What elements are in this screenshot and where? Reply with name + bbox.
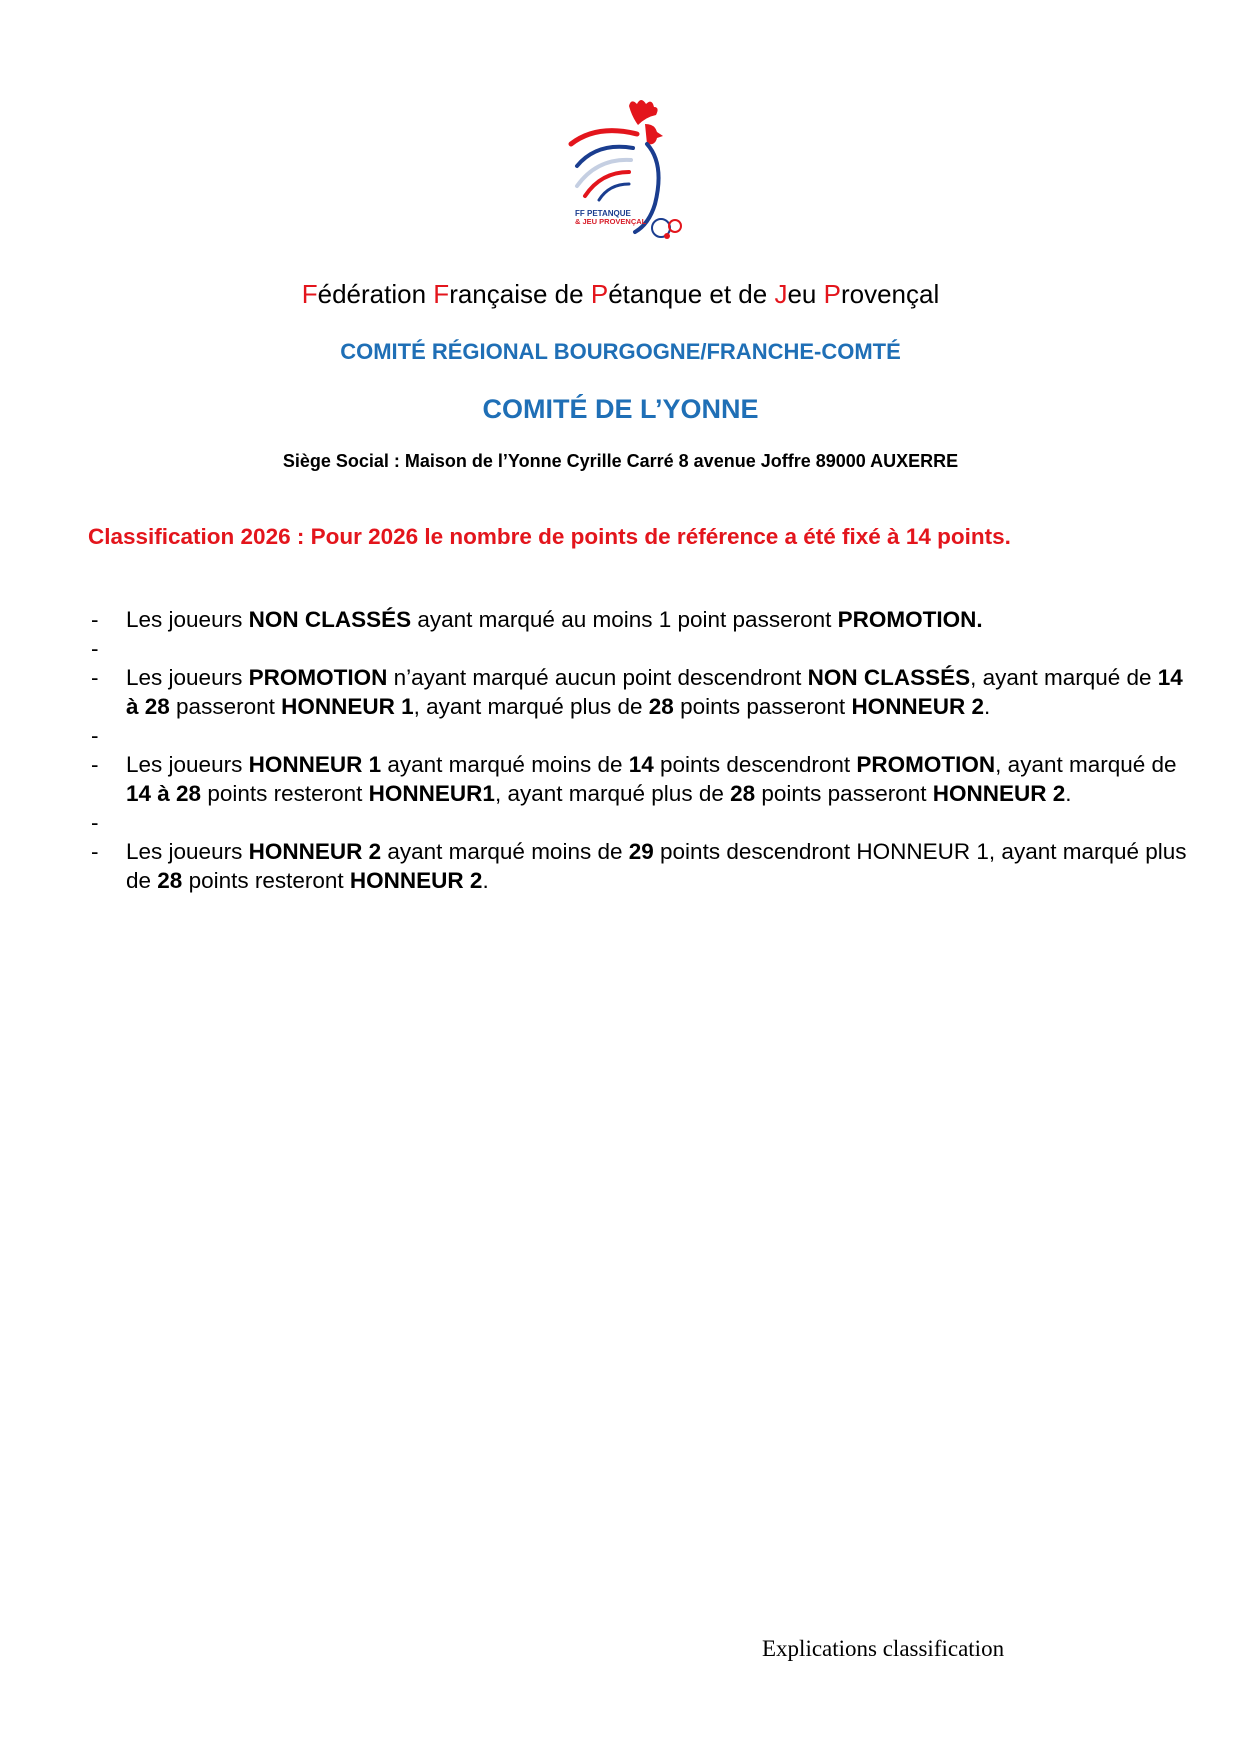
- list-bullet: -: [91, 636, 99, 661]
- head-office-address: Siège Social : Maison de l’Yonne Cyrille Carré 8 avenue Joffre 89000 AUXERRE: [282, 451, 959, 471]
- rule-text: ayant marqué moins de: [381, 839, 629, 864]
- emphasis-text: PROMOTION: [248, 665, 388, 690]
- emphasis-text: HONNEUR 2: [349, 868, 483, 893]
- federation-word: rançaise de: [449, 279, 591, 309]
- emphasis-text: HONNEUR 2: [851, 694, 984, 719]
- federation-word: rovençal: [840, 279, 940, 309]
- classification-heading: Classification 2026 : Pour 2026 le nombre de points de référence a été fixé à 14 points.: [88, 524, 1011, 549]
- federation-word: édération: [317, 279, 434, 309]
- list-bullet: -: [91, 607, 99, 632]
- rule-text: Les joueurs: [126, 665, 249, 690]
- rule-text: .: [1065, 781, 1072, 806]
- list-item: [88, 750, 1198, 808]
- rule-text: passeront: [169, 694, 282, 719]
- federation-word: eu: [787, 279, 824, 309]
- emphasis-text: HONNEUR 2: [248, 839, 382, 864]
- federation-initial: F: [433, 279, 450, 309]
- federation-title: [0, 279, 1241, 310]
- emphasis-text: HONNEUR 2: [932, 781, 1066, 806]
- rule-text: .: [482, 868, 489, 893]
- rule-text: points descendront: [653, 752, 857, 777]
- list-bullet: -: [91, 839, 99, 864]
- rule-text: , ayant marqué de: [970, 665, 1158, 690]
- logo-line1: FF PETANQUE: [575, 209, 631, 218]
- rule-text: points resteront: [182, 868, 350, 893]
- regional-committee: COMITÉ RÉGIONAL BOURGOGNE/FRANCHE-COMTÉ: [340, 339, 901, 364]
- emphasis-text: HONNEUR1: [368, 781, 495, 806]
- rules-list: [88, 605, 1198, 895]
- emphasis-text: NON CLASSÉS: [248, 607, 412, 632]
- emphasis-text: 14: [628, 752, 654, 777]
- page-footer: Explications classification: [762, 1636, 1005, 1661]
- emphasis-text: 14 à 28: [126, 781, 202, 806]
- emphasis-text: 28: [648, 694, 674, 719]
- rule-text: points passeront: [755, 781, 933, 806]
- federation-initial: P: [590, 279, 609, 309]
- federation-initial: P: [823, 279, 841, 309]
- logo-line2: & JEU PROVENÇAL: [575, 217, 647, 226]
- emphasis-text: 29: [628, 839, 654, 864]
- federation-word: étanque et de: [608, 279, 775, 309]
- emphasis-text: HONNEUR 1: [281, 694, 414, 719]
- emphasis-text: NON CLASSÉS: [807, 665, 971, 690]
- list-bullet: -: [91, 752, 99, 777]
- list-item: [88, 808, 1198, 837]
- list-item: [88, 663, 1198, 721]
- rule-text: ayant marqué au moins 1 point passeront: [411, 607, 838, 632]
- rule-text: Les joueurs: [126, 752, 249, 777]
- departmental-committee: COMITÉ DE L’YONNE: [482, 394, 759, 424]
- list-bullet: -: [91, 665, 99, 690]
- list-item: [88, 837, 1198, 895]
- rule-text: n’ayant marqué aucun point descendront: [387, 665, 808, 690]
- emphasis-text: PROMOTION.: [837, 607, 983, 632]
- rule-text: , ayant marqué plus de: [494, 781, 731, 806]
- rule-text: ayant marqué moins de: [381, 752, 629, 777]
- list-bullet: -: [91, 810, 99, 835]
- logo-wordmark: [575, 210, 655, 226]
- federation-initial: F: [301, 279, 318, 309]
- federation-initial: J: [774, 279, 788, 309]
- list-item: [88, 634, 1198, 663]
- emphasis-text: HONNEUR 1: [248, 752, 382, 777]
- rule-text: points passeront: [673, 694, 852, 719]
- emphasis-text: 14 à 28: [126, 665, 1183, 719]
- emphasis-text: 28: [157, 868, 183, 893]
- rule-text: points resteront: [201, 781, 369, 806]
- rule-text: .: [983, 694, 991, 719]
- rule-text: points descendront HONNEUR 1, ayant marqué plus de: [126, 839, 1187, 893]
- list-bullet: -: [91, 723, 99, 748]
- rule-text: , ayant marqué plus de: [413, 694, 649, 719]
- list-item: [88, 605, 1198, 634]
- emphasis-text: PROMOTION: [856, 752, 996, 777]
- emphasis-text: 28: [730, 781, 756, 806]
- rule-text: Les joueurs: [126, 607, 249, 632]
- rule-text: , ayant marqué de: [995, 752, 1177, 777]
- list-item: [88, 721, 1198, 750]
- rule-text: Les joueurs: [126, 839, 249, 864]
